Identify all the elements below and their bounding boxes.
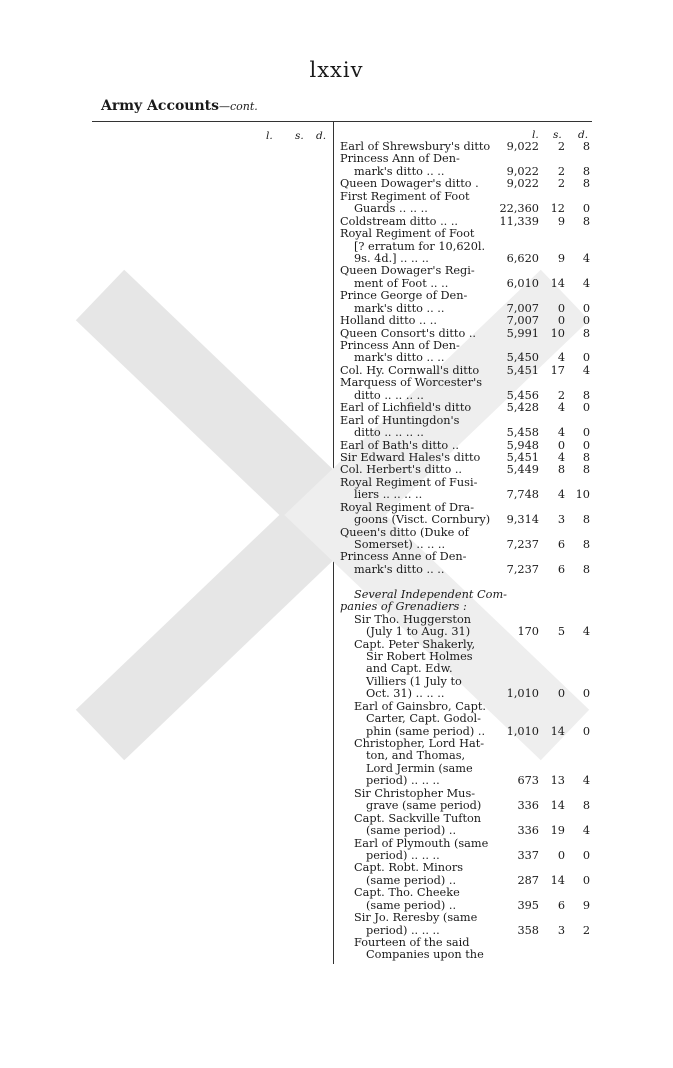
account-row — [340, 576, 590, 588]
account-entry-text: Earl of Gainsbro, Capt. — [354, 699, 486, 713]
amount-pence: 0 — [582, 873, 590, 887]
amount-shillings: 14 — [550, 873, 565, 887]
running-head — [101, 98, 258, 114]
amount-shillings: 14 — [550, 276, 565, 290]
amount-shillings: 4 — [557, 488, 565, 502]
amount-shillings: 9 — [557, 251, 565, 265]
amount-pence: 8 — [582, 140, 590, 153]
amount-pounds: 336 — [517, 799, 539, 813]
amount-pounds: 5,449 — [506, 463, 539, 477]
amount-pence: 9 — [582, 898, 590, 912]
amount-pence: 4 — [582, 276, 590, 290]
account-entry-text: (same period) .. — [366, 898, 457, 912]
amount-pence: 4 — [582, 251, 590, 265]
account-entry-text: liers .. .. .. .. — [354, 488, 423, 502]
account-entry-text: Sir Edward Hales's ditto — [340, 450, 481, 464]
accounts-list — [340, 141, 590, 962]
account-row — [340, 352, 590, 364]
account-entry-text: Holland ditto .. .. — [340, 314, 437, 328]
account-row — [340, 564, 590, 576]
amount-pence: 0 — [582, 401, 590, 415]
amount-pounds: 395 — [517, 898, 539, 912]
amount-shillings: 0 — [557, 314, 565, 328]
account-entry-text: goons (Visct. Cornbury) — [354, 513, 491, 527]
amount-pounds: 5,456 — [506, 388, 539, 402]
account-entry-text: mark's ditto .. .. — [354, 562, 445, 576]
account-entry-text: Queen Dowager's Regi- — [340, 264, 475, 278]
running-head-suffix: —cont. — [219, 100, 258, 113]
account-entry-text: period) .. .. .. — [366, 774, 440, 788]
amount-shillings: 4 — [557, 450, 565, 464]
amount-pence: 4 — [582, 625, 590, 639]
account-entry-text: ton, and Thomas, — [366, 749, 466, 763]
account-entry-text: Capt. Robt. Minors — [354, 861, 464, 875]
account-entry-text: Royal Regiment of Fusi- — [340, 475, 478, 489]
amount-pounds: 9,022 — [506, 177, 539, 191]
account-row — [340, 265, 590, 277]
amount-pence: 0 — [582, 848, 590, 862]
amount-pence: 0 — [582, 687, 590, 701]
left-header-pounds: l. — [266, 130, 273, 142]
amount-pounds: 9,314 — [506, 513, 539, 527]
account-row — [340, 178, 590, 190]
account-entry-text: Guards .. .. .. — [354, 202, 428, 216]
account-entry-text: ment of Foot .. .. — [354, 276, 449, 290]
amount-pence: 4 — [582, 363, 590, 377]
account-entry-text: Sir Tho. Huggerston — [354, 612, 472, 626]
account-entry-text: Christopher, Lord Hat- — [354, 737, 485, 750]
account-entry-text: Coldstream ditto .. .. — [340, 214, 459, 228]
account-entry-text: Royal Regiment of Dra- — [340, 500, 475, 514]
amount-pounds: 6,010 — [506, 276, 539, 290]
amount-shillings: 8 — [557, 463, 565, 477]
amount-shillings: 17 — [550, 363, 565, 377]
amount-pounds: 358 — [517, 923, 539, 937]
amount-pounds: 9,022 — [506, 140, 539, 153]
account-entry-text: mark's ditto .. .. — [354, 301, 445, 315]
account-entry-text: (same period) .. — [366, 873, 457, 887]
account-row — [340, 862, 590, 874]
account-entry-text: Sir Jo. Reresby (same — [354, 911, 478, 925]
amount-pounds: 7,748 — [506, 488, 539, 502]
amount-shillings: 13 — [550, 774, 565, 788]
amount-pence: 8 — [582, 326, 590, 340]
right-header-shillings: s. — [553, 129, 562, 141]
page-number: lxxiv — [309, 58, 364, 82]
amount-pence: 0 — [582, 426, 590, 440]
account-row — [340, 315, 590, 327]
amount-pounds: 7,237 — [506, 562, 539, 576]
account-row — [340, 290, 590, 302]
amount-pounds: 7,007 — [506, 314, 539, 328]
amount-pounds: 9,022 — [506, 164, 539, 178]
account-entry-text: and Capt. Edw. — [366, 662, 453, 676]
account-entry-text: panies of Grenadiers : — [340, 600, 467, 614]
right-header-pence: d. — [578, 129, 589, 141]
amount-pence: 0 — [582, 724, 590, 738]
account-entry-text: Earl of Bath's ditto .. — [340, 438, 460, 452]
account-entry-text: Marquess of Worcester's — [340, 376, 483, 390]
column-divider — [333, 121, 334, 964]
amount-pounds: 1,010 — [506, 724, 539, 738]
account-entry-text: Earl of Lichfield's ditto — [340, 401, 472, 415]
account-row — [340, 949, 590, 961]
amount-pence: 0 — [582, 202, 590, 216]
amount-pounds: 170 — [517, 625, 539, 639]
amount-shillings: 0 — [557, 301, 565, 315]
account-entry-text: Earl of Plymouth (same — [354, 836, 489, 850]
amount-shillings: 2 — [557, 177, 565, 191]
account-row — [340, 489, 590, 501]
account-entry-text: Companies upon the — [366, 948, 484, 962]
amount-pence: 0 — [582, 351, 590, 365]
amount-shillings: 9 — [557, 214, 565, 228]
amount-shillings: 4 — [557, 426, 565, 440]
amount-shillings: 6 — [557, 562, 565, 576]
amount-shillings: 10 — [550, 326, 565, 340]
account-entry-text: Col. Herbert's ditto .. — [340, 463, 463, 477]
left-header-shillings: s. — [295, 130, 304, 142]
account-row — [340, 551, 590, 563]
amount-pence: 0 — [582, 314, 590, 328]
amount-pounds: 5,428 — [506, 401, 539, 415]
account-entry-text: Capt. Sackville Tufton — [354, 811, 482, 825]
account-entry-text: Princess Ann of Den- — [340, 339, 460, 352]
account-entry-text: Villiers (1 July to — [366, 674, 462, 688]
account-entry-text: Earl of Huntingdon's — [340, 413, 460, 427]
amount-pence: 8 — [582, 513, 590, 527]
amount-pounds: 287 — [517, 873, 539, 887]
amount-shillings: 12 — [550, 202, 565, 216]
account-entry-text: Sir Robert Holmes — [366, 649, 473, 663]
amount-pounds: 5,991 — [506, 326, 539, 340]
amount-pence: 8 — [582, 538, 590, 551]
amount-shillings: 5 — [557, 625, 565, 639]
amount-shillings: 0 — [557, 438, 565, 452]
account-entry-text: Queen Consort's ditto .. — [340, 326, 477, 340]
account-entry-text: Sir Christopher Mus- — [354, 786, 476, 800]
account-row — [340, 800, 590, 812]
amount-pounds: 336 — [517, 824, 539, 838]
account-entry-text: Somerset) .. .. .. — [354, 538, 446, 551]
account-entry-text: ditto .. .. .. .. — [354, 388, 424, 402]
account-row — [340, 688, 590, 700]
amount-shillings: 3 — [557, 513, 565, 527]
amount-pence: 4 — [582, 774, 590, 788]
account-row — [340, 626, 590, 638]
account-entry-text: Princess Anne of Den- — [340, 550, 467, 564]
account-row — [340, 775, 590, 787]
account-entry-text: phin (same period) .. — [366, 724, 486, 738]
account-entry-text: Prince George of Den- — [340, 289, 468, 303]
amount-pounds: 5,450 — [506, 351, 539, 365]
amount-shillings: 2 — [557, 164, 565, 178]
amount-pounds: 5,451 — [506, 450, 539, 464]
amount-pounds: 1,010 — [506, 687, 539, 701]
account-entry-text: Princess Ann of Den- — [340, 152, 460, 166]
amount-pence: 10 — [575, 488, 590, 502]
amount-shillings: 2 — [557, 388, 565, 402]
amount-pounds: 673 — [517, 774, 539, 788]
account-entry-text: (July 1 to Aug. 31) — [366, 625, 471, 639]
account-entry-text: mark's ditto .. .. — [354, 351, 445, 365]
account-entry-text: Fourteen of the said — [354, 936, 470, 949]
amount-pence: 2 — [582, 923, 590, 937]
amount-pence: 0 — [582, 301, 590, 315]
amount-pounds: 22,360 — [499, 202, 539, 216]
account-entry-text: Capt. Tho. Cheeke — [354, 886, 460, 900]
account-entry-text: period) .. .. .. — [366, 848, 440, 862]
account-entry-text: Earl of Shrewsbury's ditto — [340, 140, 491, 153]
account-row — [340, 514, 590, 526]
account-entry-text: Queen's ditto (Duke of — [340, 525, 469, 539]
amount-pence: 8 — [582, 164, 590, 178]
amount-pounds: 337 — [517, 848, 539, 862]
amount-pounds: 6,620 — [506, 251, 539, 265]
account-entry-text: Queen Dowager's ditto . — [340, 177, 479, 191]
header-rule — [92, 121, 592, 122]
amount-shillings: 19 — [550, 824, 565, 838]
amount-pence: 8 — [582, 450, 590, 464]
account-row — [340, 228, 590, 240]
account-entry-text: period) .. .. .. — [366, 923, 440, 937]
amount-pence: 8 — [582, 177, 590, 191]
amount-pounds: 5,948 — [506, 438, 539, 452]
amount-pounds: 5,451 — [506, 363, 539, 377]
account-entry-text: Capt. Peter Shakerly, — [354, 637, 476, 651]
amount-shillings: 14 — [550, 724, 565, 738]
amount-shillings: 6 — [557, 538, 565, 551]
amount-pence: 0 — [582, 438, 590, 452]
amount-pence: 4 — [582, 824, 590, 838]
running-head-title: Army Accounts — [101, 98, 220, 114]
account-entry-text: 9s. 4d.] .. .. .. — [354, 251, 429, 265]
amount-shillings: 14 — [550, 799, 565, 813]
account-row — [340, 153, 590, 165]
amount-shillings: 4 — [557, 401, 565, 415]
account-entry-text: Carter, Capt. Godol- — [366, 712, 481, 726]
amount-shillings: 3 — [557, 923, 565, 937]
account-row — [340, 750, 590, 762]
account-entry-text: Lord Jermin (same — [366, 761, 473, 775]
amount-shillings: 0 — [557, 687, 565, 701]
amount-pounds: 7,007 — [506, 301, 539, 315]
account-entry-text: grave (same period) — [366, 799, 482, 813]
account-row — [340, 912, 590, 924]
account-row — [340, 887, 590, 899]
account-entry-text: ditto .. .. .. .. — [354, 426, 424, 440]
account-entry-text: Royal Regiment of Foot — [340, 227, 475, 241]
amount-shillings: 2 — [557, 140, 565, 153]
right-header-pounds: l. — [532, 129, 539, 141]
account-row — [340, 825, 590, 837]
amount-pounds: 11,339 — [499, 214, 539, 228]
amount-shillings: 4 — [557, 351, 565, 365]
amount-pence: 8 — [582, 214, 590, 228]
account-row — [340, 427, 590, 439]
account-row — [340, 377, 590, 389]
account-entry-text: mark's ditto .. .. — [354, 164, 445, 178]
account-row — [340, 203, 590, 215]
amount-pounds: 7,237 — [506, 538, 539, 551]
account-row — [340, 464, 590, 476]
amount-pence: 8 — [582, 562, 590, 576]
account-row — [340, 663, 590, 675]
account-entry-text: (same period) .. — [366, 824, 457, 838]
amount-pounds: 5,458 — [506, 426, 539, 440]
account-row — [340, 601, 590, 613]
account-entry-text: First Regiment of Foot — [340, 189, 470, 203]
account-entry-text: Col. Hy. Cornwall's ditto — [340, 363, 480, 377]
amount-pence: 8 — [582, 463, 590, 477]
account-entry-text: Oct. 31) .. .. .. — [366, 687, 445, 701]
amount-pence: 8 — [582, 799, 590, 813]
account-entry-text: [? erratum for 10,620l. — [354, 239, 486, 253]
amount-pence: 8 — [582, 388, 590, 402]
account-row — [340, 713, 590, 725]
left-header-pence: d. — [316, 130, 327, 142]
amount-shillings: 6 — [557, 898, 565, 912]
account-entry-text: Several Independent Com- — [354, 587, 507, 601]
amount-shillings: 0 — [557, 848, 565, 862]
account-row — [340, 402, 590, 414]
